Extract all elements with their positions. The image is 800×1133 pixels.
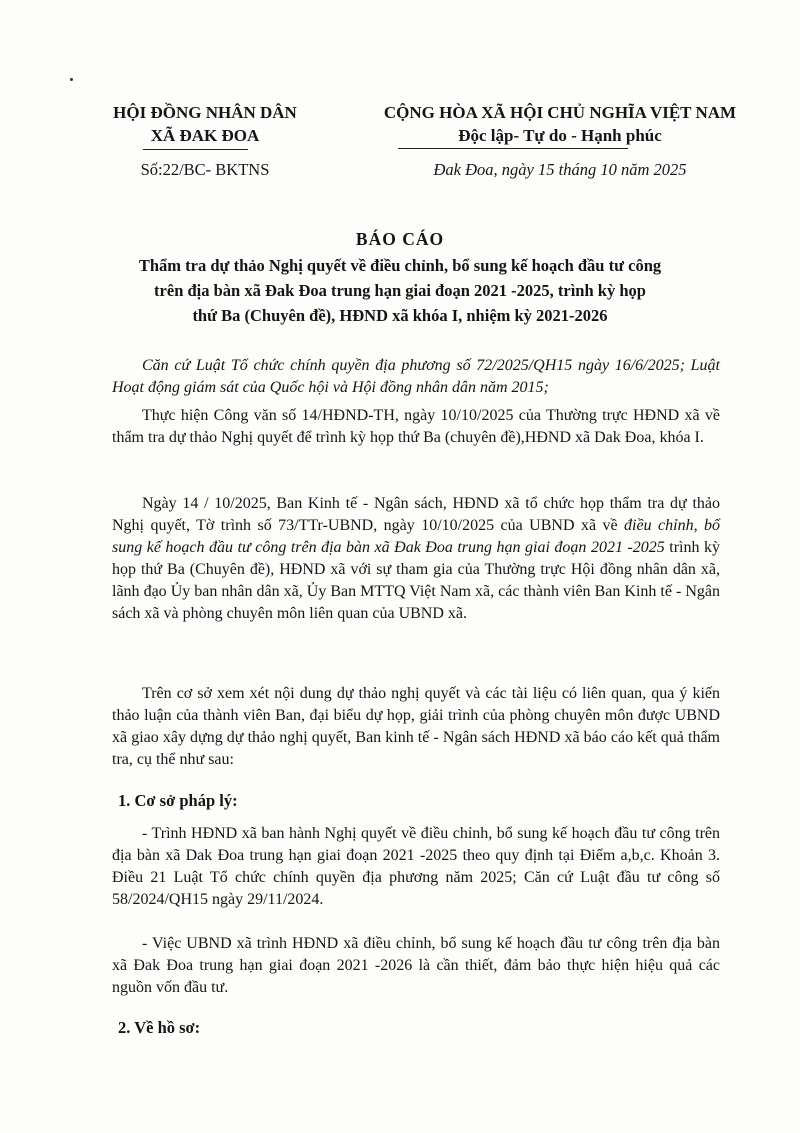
issuing-org-line1: HỘI ĐỒNG NHÂN DÂN [113,103,297,122]
reference-number: Số:22/BC- BKTNS [140,160,270,179]
scan-speck [70,78,73,81]
report-subtitle-line2: trên địa bàn xã Đak Đoa trung hạn giai đoạn 2021 -2025, trình kỳ họp [154,281,646,300]
legal-item-1: - Trình HĐND xã ban hành Nghị quyết về điều chỉnh, bổ sung kế hoạch đầu tư công trên địa bàn xã Dak Đoa trung hạn giai đoạn 2021 -2025 theo quy định tại Điểm a,b,c. Khoản 3. Điều 21 Luật Tổ chức chính quyền địa phương năm 2025; Căn cứ Luật đầu tư công số 58/2024/QH15 ngày 29/11/2024. [112,825,720,908]
national-motto: Độc lập- Tự do - Hạnh phúc [458,126,662,145]
legal-item-2: - Việc UBND xã trình HĐND xã điều chỉnh, bổ sung kế hoạch đầu tư công trên địa bàn xã Đak Đoa trung hạn giai đoạn 2021 -2026 là cần thiết, đảm bảo thực hiện hiệu quả các nguồn vốn đầu tư. [112,935,720,996]
motto-underline [398,148,628,149]
national-title: CỘNG HÒA XÃ HỘI CHỦ NGHĨA VIỆT NAM [383,103,737,122]
org-underline [143,149,248,150]
meeting-text-a: Ngày 14 / 10/2025, Ban Kinh tế - Ngân sách, HĐND xã tổ chức họp thẩm tra dự thảo Nghị quyết, Tờ trình số 73/TTr-UBND, ngày 10/10/2025 của UBND xã về [112,495,720,534]
section-2-heading: 2. Về hồ sơ: [118,1018,201,1037]
section-1-heading: 1. Cơ sở pháp lý: [118,791,238,810]
review-paragraph: Trên cơ sở xem xét nội dung dự thảo nghị quyết và các tài liệu có liên quan, qua ý kiến thảo luận của thành viên Ban, đại biểu dự họp, giải trình của phòng chuyên môn được UBND xã giao xây dựng dự thảo nghị quyết, Ban kinh tế - Ngân sách HĐND xã báo cáo kết quả thẩm tra, cụ thể như sau: [112,685,720,768]
legal-basis-paragraph: Căn cứ Luật Tổ chức chính quyền địa phương số 72/2025/QH15 ngày 16/6/2025; Luật Hoạt động giám sát của Quốc hội và Hội đồng nhân dân năm 2015; [112,357,720,396]
meeting-text-c: trình kỳ họp thứ Ba (Chuyên đề), HĐND xã với sự tham gia của Thường trực Hội đồng nhân dân xã, lãnh đạo Ủy ban nhân dân xã, Ủy Ban MTTQ Việt Nam xã, các thành viên Ban Kinh tế - Ngân sách xã và phòng chuyên môn liên quan của UBND xã. [112,539,721,622]
report-subtitle-line1: Thẩm tra dự thảo Nghị quyết về điều chỉnh, bổ sung kế hoạch đầu tư công [138,256,662,275]
implementation-paragraph: Thực hiện Công văn số 14/HĐND-TH, ngày 10/10/2025 của Thường trực HĐND xã về thẩm tra dự thảo Nghị quyết để trình kỳ họp thứ Ba (chuyên đề),HĐND xã Dak Đoa, khóa I. [112,407,720,446]
issuing-org-line2: XÃ ĐAK ĐOA [150,126,260,145]
meeting-text-subject: điều chỉnh, bổ sung kế hoạch đầu tư công trên địa bàn xã Đak Đoa trung hạn giai đoạn 2021 -2025 [112,517,720,556]
report-subtitle-line3: thứ Ba (Chuyên đề), HĐND xã khóa I, nhiệm kỳ 2021-2026 [192,306,608,325]
report-title: BÁO CÁO [355,229,445,249]
meeting-paragraph [112,493,720,625]
place-dateline: Đak Đoa, ngày 15 tháng 10 năm 2025 [433,160,687,179]
